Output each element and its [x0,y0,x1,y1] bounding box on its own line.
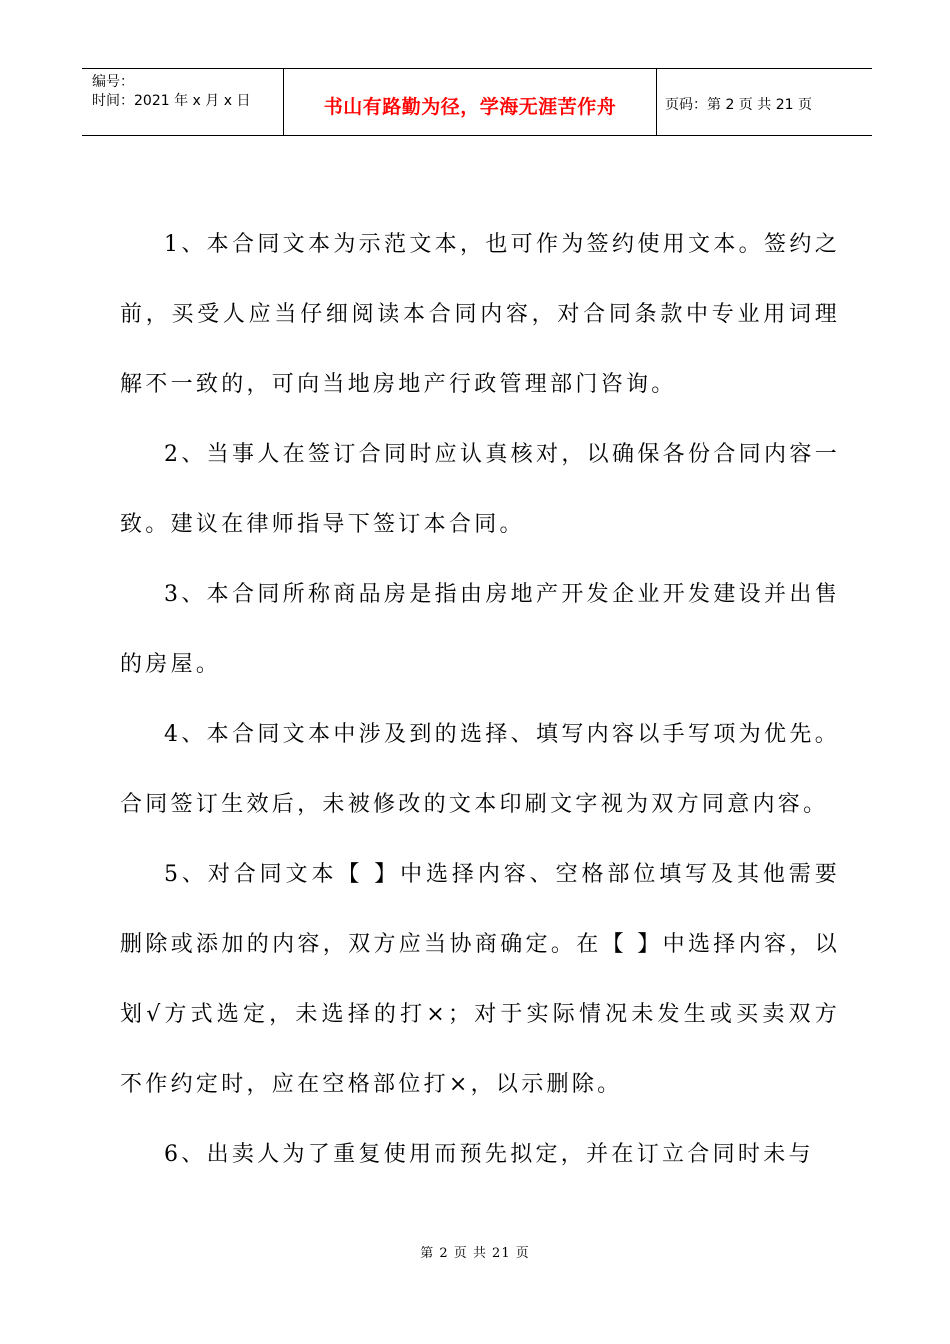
header-meta-cell [82,69,284,135]
paragraph-5: 5、对合同文本【 】中选择内容、空格部位填写及其他需要删除或添加的内容，双方应当协商确定。在【 】中选择内容，以划√方式选定，未选择的打×；对于实际情况未发生或买卖双方不作约定时，应在空格部位打×，以示删除。 [120,862,840,1097]
paragraph-1: 1、本合同文本为示范文本，也可作为签约使用文本。签约之前，买受人应当仔细阅读本合同内容，对合同条款中专业用词理解不一致的，可向当地房地产行政管理部门咨询。 [120,232,840,397]
paragraph-6: 6、出卖人为了重复使用而预先拟定，并在订立合同时未与 [164,1142,814,1167]
paragraph-3: 3、本合同所称商品房是指由房地产开发企业开发建设并出售的房屋。 [120,582,840,677]
page-header [82,68,872,136]
document-body [120,210,840,1190]
document-time-label: 时间：2021 年 x 月 x 日 [92,93,251,109]
header-page-cell [657,69,872,135]
header-page-info: 页码：第 2 页 共 21 页 [665,97,812,113]
paragraph-2: 2、当事人在签订合同时应认真核对，以确保各份合同内容一致。建议在律师指导下签订本合同。 [120,442,840,537]
page-footer: 第 2 页 共 21 页 [420,1246,530,1261]
document-number-label: 编号： [92,74,134,90]
header-motto: 书山有路勤为径，学海无涯苦作舟 [323,95,617,118]
header-motto-cell [284,69,657,135]
paragraph-4: 4、本合同文本中涉及到的选择、填写内容以手写项为优先。合同签订生效后，未被修改的文本印刷文字视为双方同意内容。 [120,722,840,817]
